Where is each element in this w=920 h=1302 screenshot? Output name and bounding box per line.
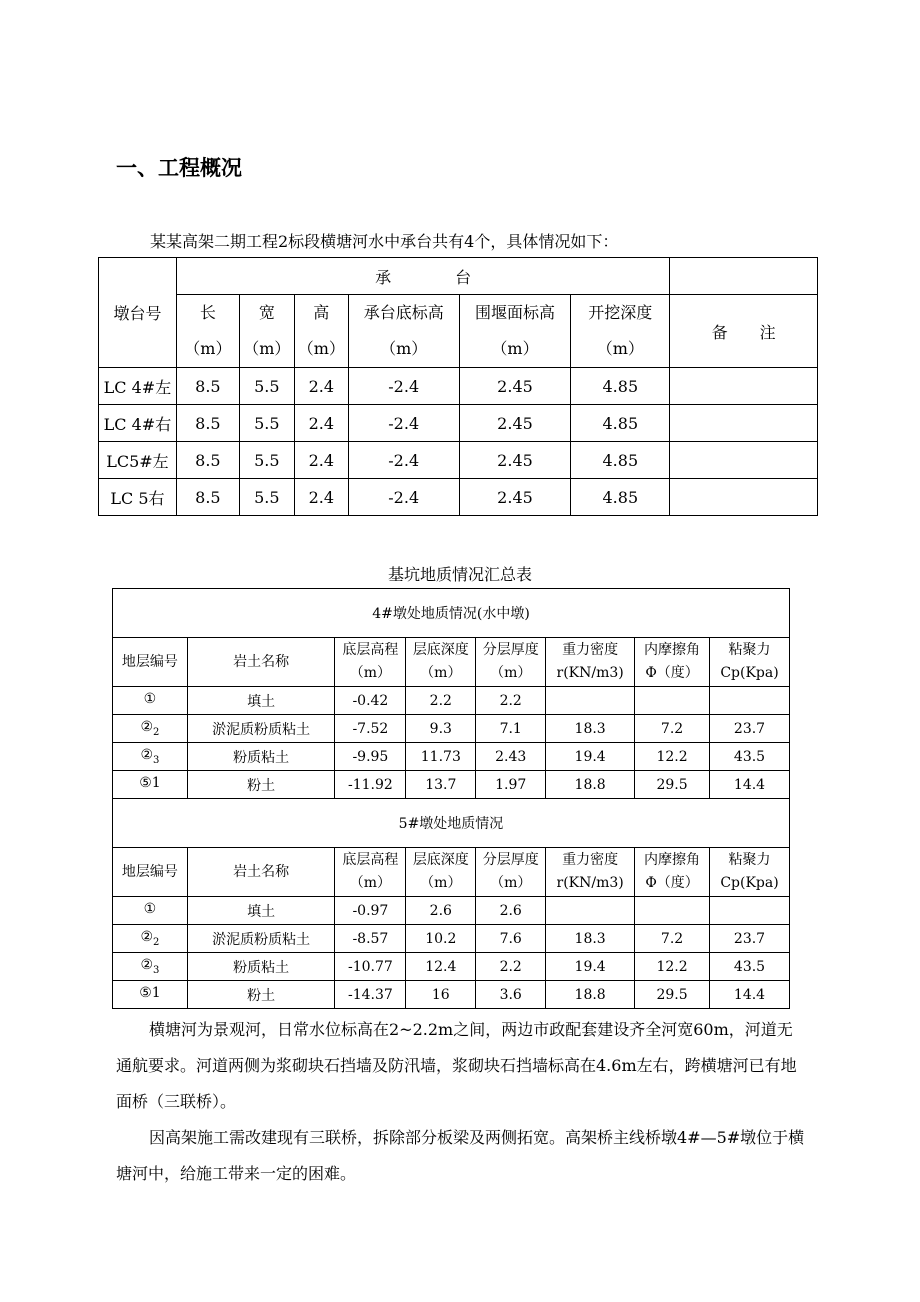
cell: 14.4 <box>710 981 790 1009</box>
table-row <box>113 925 790 953</box>
col-header: 重力密度 r(KN/m3) <box>546 638 635 687</box>
col-header: 内摩擦角 Φ（度） <box>635 638 710 687</box>
section-heading: 一、工程概况 <box>116 156 242 180</box>
cell: -2.4 <box>348 479 459 516</box>
section-title-row <box>113 799 790 848</box>
cell: 2.4 <box>294 479 348 516</box>
cell: 5.5 <box>239 442 294 479</box>
layer-id: ① <box>113 687 188 715</box>
cell: 23.7 <box>710 925 790 953</box>
col-header: 宽 （m） <box>239 295 294 368</box>
col-header: 分层厚度 （m） <box>476 638 546 687</box>
cell <box>670 479 818 516</box>
col-header: 层底深度 （m） <box>406 638 476 687</box>
col-header: 高 （m） <box>294 295 348 368</box>
cell: 2.2 <box>476 687 546 715</box>
cell: 11.73 <box>406 743 476 771</box>
cell: 18.3 <box>546 925 635 953</box>
cell <box>546 687 635 715</box>
cell: -2.4 <box>348 405 459 442</box>
cell: -7.52 <box>335 715 406 743</box>
cell: 10.2 <box>406 925 476 953</box>
cell <box>670 442 818 479</box>
soil-name: 填土 <box>187 897 335 925</box>
cell: 2.4 <box>294 405 348 442</box>
col-header: 承台底标高 （m） <box>348 295 459 368</box>
cell: 18.8 <box>546 981 635 1009</box>
cell: 29.5 <box>635 771 710 799</box>
cell: 2.45 <box>459 368 571 405</box>
cell: -2.4 <box>348 442 459 479</box>
cell: 2.2 <box>476 953 546 981</box>
cell: 2.2 <box>406 687 476 715</box>
col-header: 底层高程 （m） <box>335 638 406 687</box>
cell: 18.3 <box>546 715 635 743</box>
cell: -0.42 <box>335 687 406 715</box>
col-header: 底层高程 （m） <box>335 848 406 897</box>
geology-table <box>112 588 790 1009</box>
cell: 4.85 <box>571 442 670 479</box>
col-header: 地层编号 <box>113 848 188 897</box>
cell: 2.45 <box>459 405 571 442</box>
col-header: 粘聚力 Cp(Kpa) <box>710 848 790 897</box>
col-header: 分层厚度 （m） <box>476 848 546 897</box>
cell <box>710 687 790 715</box>
soil-name: 淤泥质粉质粘土 <box>187 925 335 953</box>
cell: 7.2 <box>635 715 710 743</box>
cell: 9.3 <box>406 715 476 743</box>
cell: 5.5 <box>239 479 294 516</box>
table-row <box>99 479 818 516</box>
cell: 7.6 <box>476 925 546 953</box>
cell: 3.6 <box>476 981 546 1009</box>
cell: 13.7 <box>406 771 476 799</box>
col-header: 围堰面标高 （m） <box>459 295 571 368</box>
cell: 23.7 <box>710 715 790 743</box>
section-title-row <box>113 589 790 638</box>
cell <box>635 687 710 715</box>
section-title: 4#墩处地质情况(水中墩) <box>113 589 790 638</box>
cell: 7.1 <box>476 715 546 743</box>
pier-header: 墩台号 <box>99 258 177 368</box>
cell: -8.57 <box>335 925 406 953</box>
layer-id: ⑤1 <box>113 771 188 799</box>
cell: 8.5 <box>176 368 239 405</box>
cell: -14.37 <box>335 981 406 1009</box>
cell: 29.5 <box>635 981 710 1009</box>
cell <box>546 897 635 925</box>
col-header: 岩土名称 <box>187 848 335 897</box>
cell: -9.95 <box>335 743 406 771</box>
cell: 2.4 <box>294 442 348 479</box>
cell: 43.5 <box>710 743 790 771</box>
cell: 4.85 <box>571 368 670 405</box>
cell: 12.2 <box>635 953 710 981</box>
section-title: 5#墩处地质情况 <box>113 799 790 848</box>
layer-id: ⑤1 <box>113 981 188 1009</box>
geology-table-title: 基坑地质情况汇总表 <box>387 565 532 584</box>
cell: -0.97 <box>335 897 406 925</box>
cell: 2.6 <box>406 897 476 925</box>
table-row <box>99 442 818 479</box>
layer-id: $②_2$ <box>113 715 188 743</box>
cell: 43.5 <box>710 953 790 981</box>
paragraph-bridge: 因高架施工需改建现有三联桥，拆除部分板梁及两侧拓宽。高架桥主线桥墩4#—5#墩位于横塘河中，给施工带来一定的困难。 <box>116 1128 805 1183</box>
table-row <box>113 981 790 1009</box>
cap-group-header-blank <box>670 258 818 295</box>
cell: 4.85 <box>571 405 670 442</box>
table-row <box>113 897 790 925</box>
cell: 2.45 <box>459 479 571 516</box>
paragraph-river: 横塘河为景观河，日常水位标高在2~2.2m之间，两边市政配套建设齐全河宽60m，河道无通航要求。河道两侧为浆砌块石挡墙及防汛墙，浆砌块石挡墙标高在4.6m左右，跨横塘河已有地面桥（三联桥）。 <box>116 1020 797 1111</box>
col-header: 开挖深度 （m） <box>571 295 670 368</box>
table-row <box>113 743 790 771</box>
cell: 19.4 <box>546 743 635 771</box>
intro-text: 某某高架二期工程2标段横塘河水中承台共有4个，具体情况如下： <box>150 232 619 251</box>
layer-id: $②_2$ <box>113 925 188 953</box>
cell: 18.8 <box>546 771 635 799</box>
table-row <box>99 405 818 442</box>
cell: -2.4 <box>348 368 459 405</box>
soil-name: 粉质粘土 <box>187 953 335 981</box>
cell <box>710 897 790 925</box>
cell: 2.43 <box>476 743 546 771</box>
cell: LC5#左 <box>99 442 177 479</box>
soil-name: 粉土 <box>187 981 335 1009</box>
layer-id: $②_3$ <box>113 953 188 981</box>
soil-name: 粉质粘土 <box>187 743 335 771</box>
cell: 2.45 <box>459 442 571 479</box>
table-row <box>99 368 818 405</box>
cap-group-header: 承 台 <box>176 258 669 295</box>
cell: 8.5 <box>176 405 239 442</box>
cell: 4.85 <box>571 479 670 516</box>
header-row <box>113 638 790 687</box>
cell: -10.77 <box>335 953 406 981</box>
cell <box>670 405 818 442</box>
cell: 7.2 <box>635 925 710 953</box>
cell: LC 4#右 <box>99 405 177 442</box>
cell: 12.2 <box>635 743 710 771</box>
cell: 12.4 <box>406 953 476 981</box>
col-header: 地层编号 <box>113 638 188 687</box>
cell: 19.4 <box>546 953 635 981</box>
col-header: 内摩擦角 Φ（度） <box>635 848 710 897</box>
layer-id: ① <box>113 897 188 925</box>
cell: 1.97 <box>476 771 546 799</box>
cell: 2.6 <box>476 897 546 925</box>
cell: LC 5右 <box>99 479 177 516</box>
cap-table <box>98 257 818 516</box>
col-header: 层底深度 （m） <box>406 848 476 897</box>
remark-header: 备 注 <box>670 295 818 368</box>
col-header: 重力密度 r(KN/m3) <box>546 848 635 897</box>
cell: 8.5 <box>176 442 239 479</box>
soil-name: 填土 <box>187 687 335 715</box>
cell: 14.4 <box>710 771 790 799</box>
table-row <box>113 715 790 743</box>
table-row <box>113 687 790 715</box>
cell: -11.92 <box>335 771 406 799</box>
col-header: 长 （m） <box>176 295 239 368</box>
cell: 2.4 <box>294 368 348 405</box>
cell: 16 <box>406 981 476 1009</box>
table-row <box>113 953 790 981</box>
cell <box>635 897 710 925</box>
table-row <box>113 771 790 799</box>
soil-name: 粉土 <box>187 771 335 799</box>
cell: LC 4#左 <box>99 368 177 405</box>
col-header: 粘聚力 Cp(Kpa) <box>710 638 790 687</box>
soil-name: 淤泥质粉质粘土 <box>187 715 335 743</box>
layer-id: $②_3$ <box>113 743 188 771</box>
header-row <box>113 848 790 897</box>
col-header: 岩土名称 <box>187 638 335 687</box>
cell: 5.5 <box>239 405 294 442</box>
cell <box>670 368 818 405</box>
cell: 5.5 <box>239 368 294 405</box>
cell: 8.5 <box>176 479 239 516</box>
